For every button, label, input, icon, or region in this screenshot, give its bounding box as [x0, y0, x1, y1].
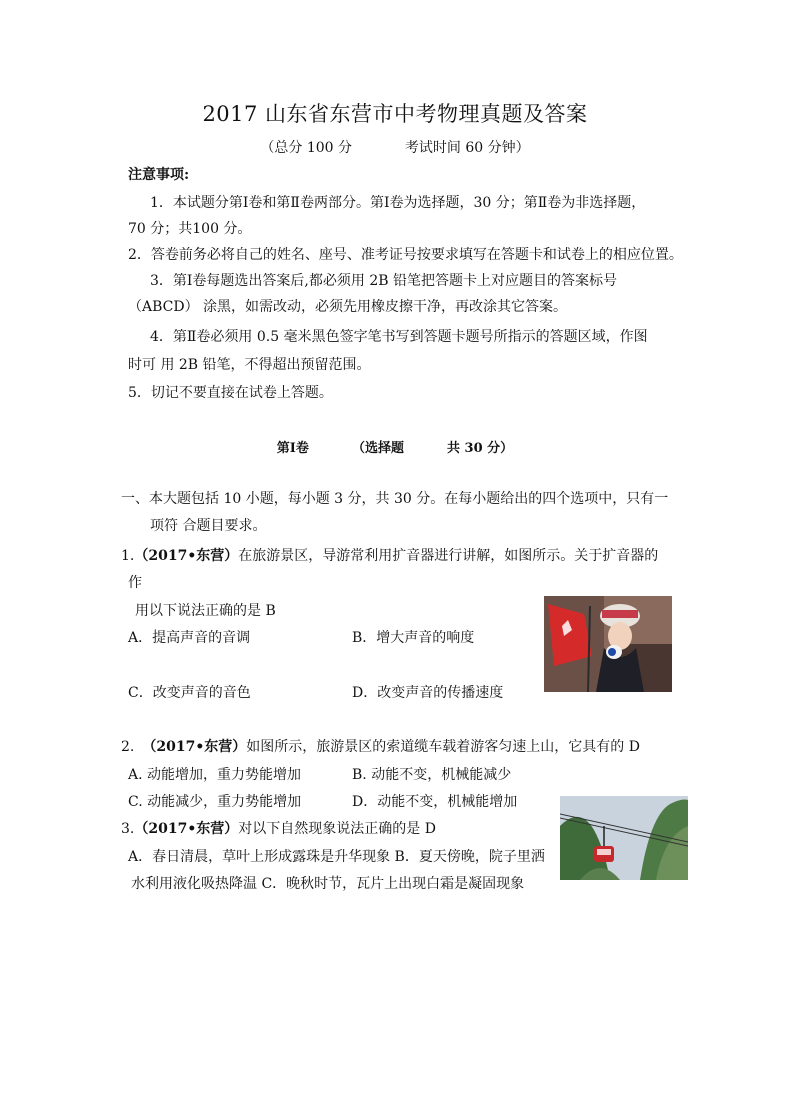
tour-guide-megaphone-photo — [544, 596, 672, 692]
note-3: 3．第Ⅰ卷每题选出答案后,都必须用 2B 铅笔把答题卡上对应题目的答案标号 — [150, 273, 617, 289]
question-2-option-d: D．动能不变，机械能增加 — [352, 794, 518, 810]
cable-car-illustration — [560, 796, 688, 880]
exam-duration: 考试时间 60 分钟） — [404, 140, 530, 156]
question-2-option-b: B. 动能不变，机械能减少 — [352, 767, 512, 783]
question-3-options-line2: 水利用液化吸热降温 C．晚秋时节，瓦片上出现白霜是凝固现象 — [131, 876, 525, 892]
note-1-cont: 70 分；共100 分。 — [128, 221, 252, 237]
section-part: 第Ⅰ卷 — [276, 441, 309, 456]
question-3-number: 3. — [121, 821, 135, 837]
total-score: （总分 100 分 — [260, 140, 352, 156]
note-1: 1．本试题分第Ⅰ卷和第Ⅱ卷两部分。第Ⅰ卷为选择题，30 分；第Ⅱ卷为非选择题， — [150, 195, 646, 211]
question-2-number: 2. — [121, 739, 135, 755]
note-4: 4．第Ⅱ卷必须用 0.5 毫米黑色签字笔书写到答题卡题号所指示的答题区域，作图 — [150, 329, 648, 345]
section-type: （选择题 — [351, 441, 404, 456]
tour-guide-illustration — [544, 596, 672, 692]
instructions-cont: 项符 合题目要求。 — [150, 518, 267, 534]
page-title: 2017 山东省东营市中考物理真题及答案 — [202, 102, 588, 126]
question-1-prompt: 用以下说法正确的是 B — [135, 603, 276, 619]
question-1-stem-cont: 作 — [128, 575, 142, 591]
question-1-source: （2017•东营） — [134, 548, 239, 564]
exam-info — [0, 137, 790, 157]
question-3-stem — [121, 820, 436, 838]
question-1-option-b: B．增大声音的响度 — [352, 630, 475, 646]
question-1-number: 1. — [121, 548, 135, 564]
note-5: 5．切记不要直接在试卷上答题。 — [128, 385, 333, 401]
note-4-cont: 时可 用 2B 铅笔，不得超出预留范围。 — [128, 357, 371, 373]
question-2-text: 如图所示，旅游景区的索道缆车载着游客匀速上山，它具有的 D — [246, 739, 640, 755]
question-1-option-a: A．提高声音的音调 — [128, 630, 251, 646]
section-heading — [0, 437, 790, 456]
note-3-cont: （ABCD） 涂黑，如需改动，必须先用橡皮擦干净，再改涂其它答案。 — [128, 299, 568, 315]
notes-heading: 注意事项: — [128, 167, 190, 183]
question-2-option-a: A. 动能增加，重力势能增加 — [128, 767, 302, 783]
instructions: 一、本大题包括 10 小题，每小题 3 分，共 30 分。在每小题给出的四个选项中，只有一 — [121, 491, 669, 507]
question-3-text: 对以下自然现象说法正确的是 D — [238, 821, 436, 837]
question-1-option-c: C．改变声音的音色 — [128, 685, 251, 701]
cable-car-photo — [560, 796, 688, 880]
section-score: 共 30 分） — [447, 441, 514, 456]
question-2-source: （2017•东营） — [142, 739, 247, 755]
question-3-options-line1: A．春日清晨，草叶上形成露珠是升华现象 B．夏天傍晚，院子里洒 — [128, 849, 545, 865]
question-3-source: （2017•东营） — [134, 821, 239, 837]
question-1-text: 在旅游景区，导游常利用扩音器进行讲解，如图所示。关于扩音器的 — [238, 548, 659, 564]
question-2-stem — [121, 738, 640, 756]
question-1-stem — [121, 547, 658, 565]
note-2: 2．答卷前务必将自己的姓名、座号、准考证号按要求填写在答题卡和试卷上的相应位置。 — [128, 247, 683, 263]
question-2-option-c: C. 动能减少，重力势能增加 — [128, 794, 302, 810]
question-1-option-d: D．改变声音的传播速度 — [352, 685, 504, 701]
